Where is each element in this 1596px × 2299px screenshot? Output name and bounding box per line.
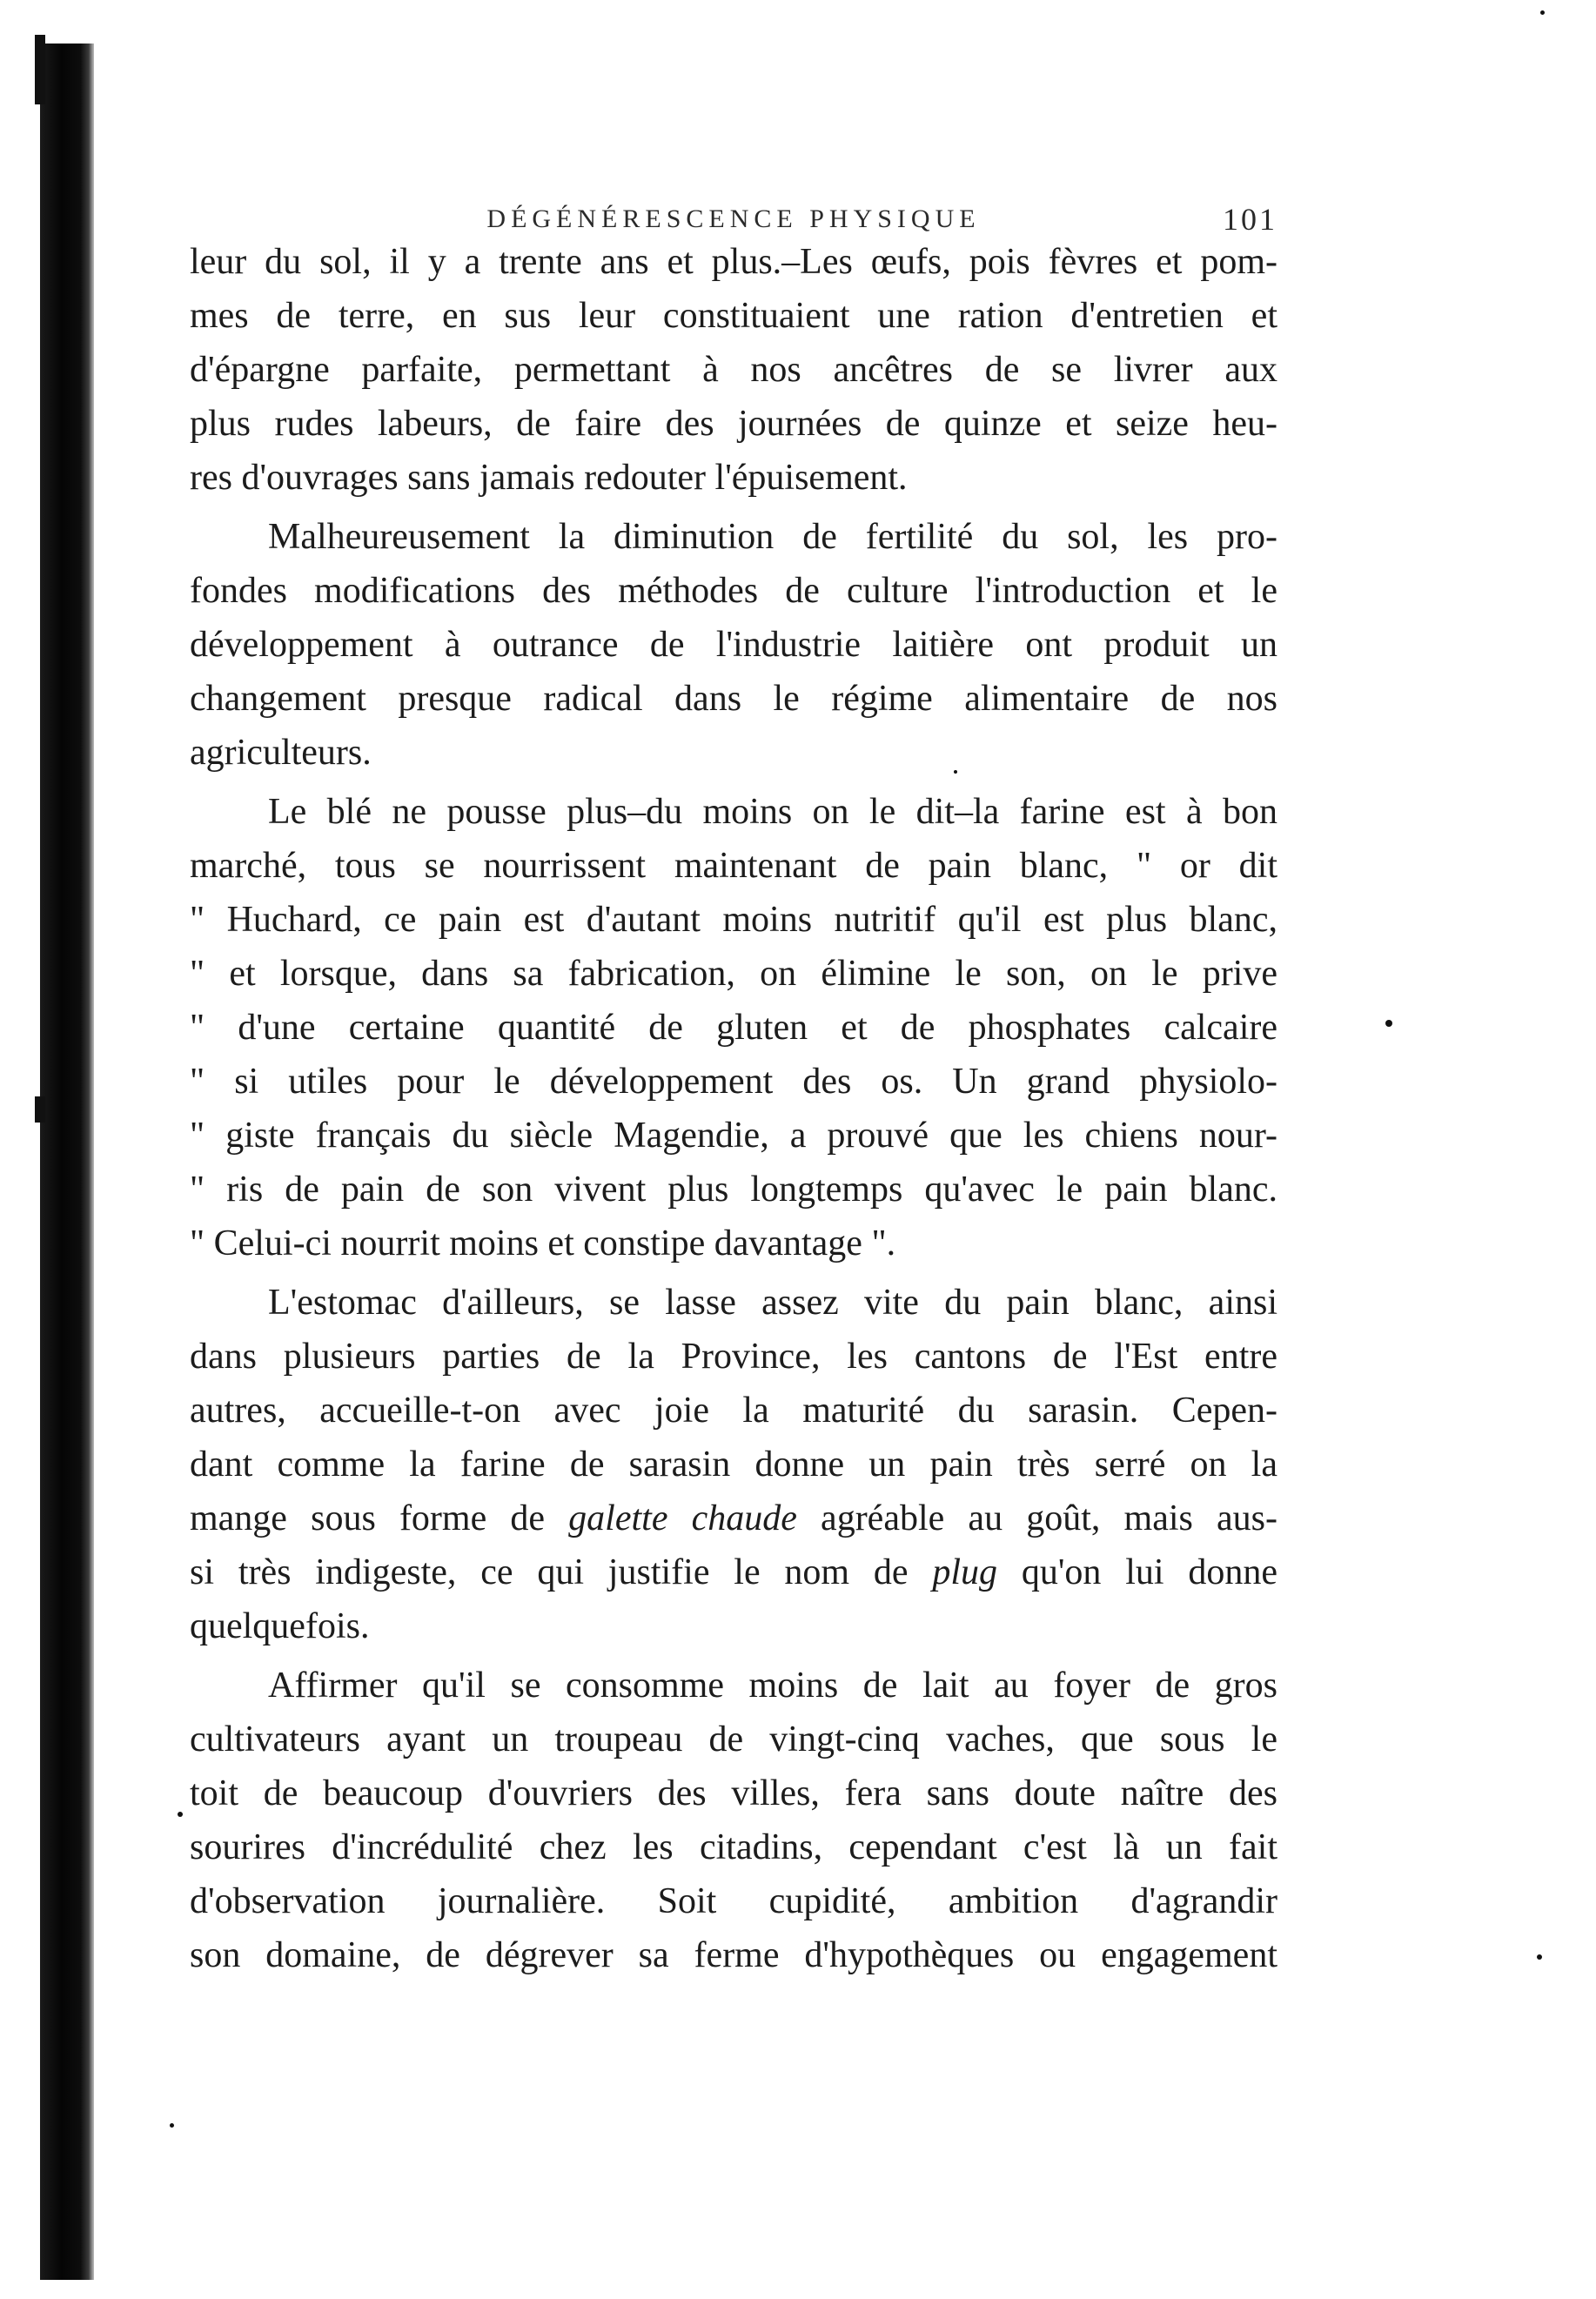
paragraph [190,1659,1277,1982]
text-line: d'observation journalière. Soit cupidité, ambition d'agrandir [190,1881,1277,1921]
ink-speck [1537,1954,1542,1960]
paragraph [190,1276,1277,1653]
text-line: changement presque radical dans le régime alimentaire de nos [190,679,1277,719]
text-line: marché, tous se nourrissent maintenant de pain blanc, " or dit [190,846,1277,886]
paragraph [190,510,1277,780]
text-line: plus rudes labeurs, de faire des journées de quinze et seize heu- [190,404,1277,444]
body-text [190,235,1277,1982]
binding-notch [35,1096,45,1123]
text-line: développement à outrance de l'industrie laitière ont produit un [190,625,1277,665]
text-line: d'épargne parfaite, permettant à nos ancêtres de se livrer aux [190,350,1277,390]
text-line: leur du sol, il y a trente ans et plus.–Les œufs, pois fèvres et pom- [190,242,1277,282]
text-line-with-italic [190,1545,1277,1599]
text-line: " Huchard, ce pain est d'autant moins nutritif qu'il est plus blanc, [190,900,1277,940]
text-line: " ris de pain de son vivent plus longtemps qu'avec le pain blanc. [190,1170,1277,1210]
ink-speck [178,1812,183,1817]
text-segment: si très indigeste, ce qui justifie le nom de [190,1552,933,1592]
ink-speck [170,2123,174,2128]
paragraph [190,785,1277,1270]
text-line: L'estomac d'ailleurs, se lasse assez vite du pain blanc, ainsi [268,1283,1277,1323]
text-line: toit de beaucoup d'ouvriers des villes, fera sans doute naître des [190,1773,1277,1813]
text-line: " giste français du siècle Magendie, a prouvé que les chiens nour- [190,1116,1277,1156]
text-line: dans plusieurs parties de la Province, les cantons de l'Est entre [190,1337,1277,1377]
paragraph [190,235,1277,505]
text-line: fondes modifications des méthodes de culture l'introduction et le [190,571,1277,611]
text-line: " si utiles pour le développement des os. Un grand physiolo- [190,1062,1277,1102]
text-line: " d'une certaine quantité de gluten et de phosphates calcaire [190,1008,1277,1048]
text-line: quelquefois. [190,1606,370,1646]
page-number: 101 [1223,202,1277,237]
text-line: autres, accueille-t-on avec joie la maturité du sarasin. Cepen- [190,1391,1277,1431]
text-line: " Celui-ci nourrit moins et constipe davantage ". [190,1223,896,1263]
text-line: cultivateurs ayant un troupeau de vingt-cinq vaches, que sous le [190,1719,1277,1759]
text-line: sourires d'incrédulité chez les citadins, cependant c'est là un fait [190,1827,1277,1867]
ink-speck [1540,10,1545,15]
text-line: Le blé ne pousse plus–du moins on le dit–la farine est à bon [268,792,1277,832]
running-head: DÉGÉNÉRESCENCE PHYSIQUE [486,204,981,233]
binding-notch [35,35,45,104]
text-line-with-italic [190,1491,1277,1545]
text-segment: qu'on lui donne [997,1552,1277,1592]
text-line: Malheureusement la diminution de fertilité du sol, les pro- [268,517,1277,557]
text-line: dant comme la farine de sarasin donne un pain très serré on la [190,1444,1277,1485]
text-line: son domaine, de dégrever sa ferme d'hypothèques ou engagement [190,1935,1277,1975]
text-segment: agréable au goût, mais aus- [796,1498,1277,1538]
italic-term: plug [932,1552,998,1592]
text-line: res d'ouvrages sans jamais redouter l'épuisement. [190,458,908,498]
text-line: mes de terre, en sus leur constituaient une ration d'entretien et [190,296,1277,336]
text-line: " et lorsque, dans sa fabrication, on élimine le son, on le prive [190,954,1277,994]
italic-term: galette chaude [568,1498,797,1538]
text-line: Affirmer qu'il se consomme moins de lait au foyer de gros [268,1666,1277,1706]
text-line: agriculteurs. [190,733,372,773]
binding-edge [40,44,94,2280]
text-segment: mange sous forme de [190,1498,569,1538]
ink-speck [1385,1020,1392,1027]
